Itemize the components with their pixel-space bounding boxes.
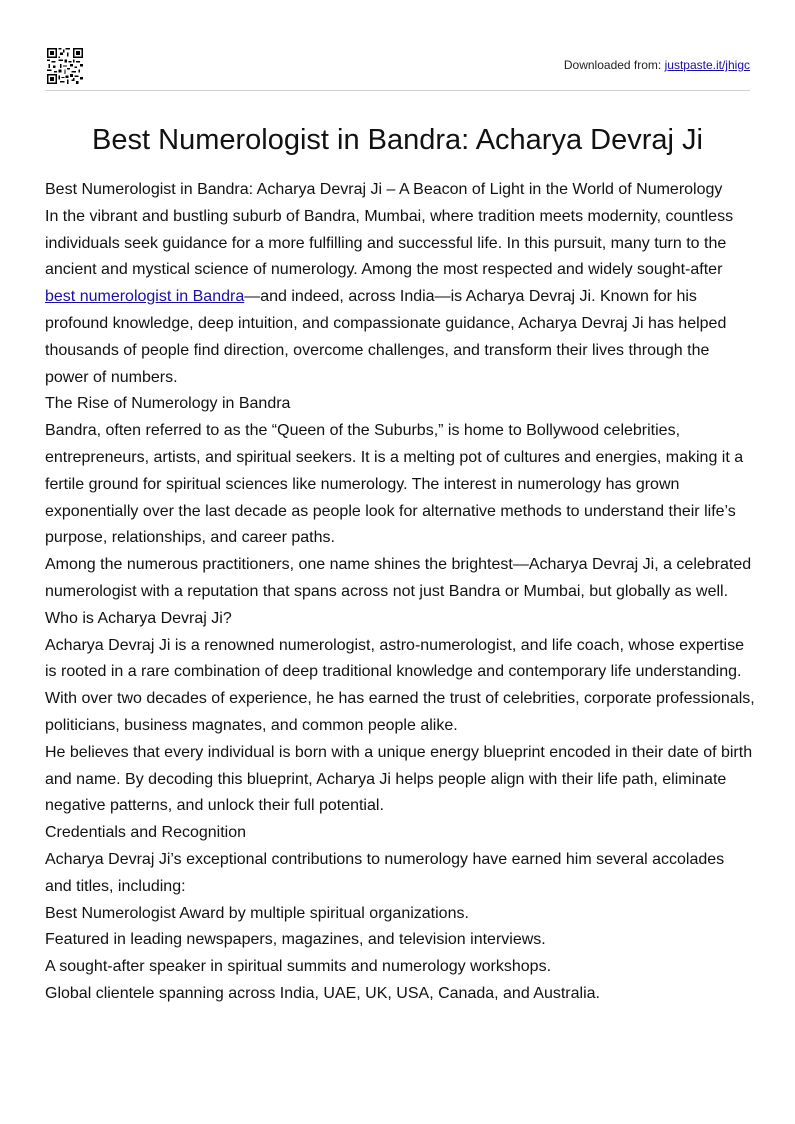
- list-item: Global clientele spanning across India, UAE, UK, USA, Canada, and Australia.: [45, 984, 600, 1002]
- source-link[interactable]: justpaste.it/jhigc: [664, 58, 750, 72]
- paragraph-intro-text-2: —and indeed, across India—is Acharya Devraj Ji. Known for his profound knowledge, deep intuition, and compassionate guidance, Acharya Devraj Ji has helped thousands of people find direction, overcome challenges, and transform their lives through the power of numbers.: [45, 288, 727, 386]
- list-item: Best Numerologist Award by multiple spiritual organizations.: [45, 904, 469, 922]
- section-heading-who: Who is Acharya Devraj Ji?: [45, 609, 232, 627]
- source-label: Downloaded from:: [563, 58, 662, 72]
- list-item: A sought-after speaker in spiritual summits and numerology workshops.: [45, 958, 552, 976]
- article-body: [45, 177, 755, 1008]
- intro-heading: Best Numerologist in Bandra: Acharya Devraj Ji – A Beacon of Light in the World of Numerology: [45, 181, 723, 198]
- page-title: Best Numerologist in Bandra: Acharya Devraj Ji: [92, 124, 703, 156]
- numerologist-link[interactable]: best numerologist in Bandra: [45, 288, 245, 306]
- paragraph-beliefs: He believes that every individual is born with a unique energy blueprint encoded in their date of birth and name. By decoding this blueprint, Acharya Ji helps people align with their life path, eliminate negative patterns, and unlock their full potential.: [45, 743, 753, 815]
- paragraph-practitioners: Among the numerous practitioners, one name shines the brightest—Acharya Devraj Ji, a celebrated numerologist with a reputation that spans across not just Bandra or Mumbai, but globally as well.: [45, 556, 752, 600]
- paragraph-intro: [45, 204, 755, 392]
- paragraph-credentials: Acharya Devraj Ji’s exceptional contributions to numerology have earned him several accolades and titles, including:: [45, 850, 725, 895]
- qr-code-icon: [47, 48, 83, 84]
- paragraph-bandra: Bandra, often referred to as the “Queen of the Suburbs,” is home to Bollywood celebrities, entrepreneurs, artists, and spiritual seekers. It is a melting pot of cultures and energies, making it a fertile ground for spiritual sciences like numerology. The interest in numerology has grown exponentially over the last decade as people look for alternative methods to understand their life’s purpose, relationships, and career paths.: [45, 422, 744, 547]
- paragraph-about: Acharya Devraj Ji is a renowned numerologist, astro-numerologist, and life coach, whose expertise is rooted in a rare combination of deep traditional knowledge and contemporary life understanding. With over two decades of experience, he has earned the trust of celebrities, corporate professionals, politicians, business magnates, and common people alike.: [45, 636, 755, 734]
- section-heading-rise: The Rise of Numerology in Bandra: [45, 395, 291, 413]
- source-line: [564, 58, 750, 72]
- list-item: Featured in leading newspapers, magazines, and television interviews.: [45, 931, 546, 949]
- section-heading-credentials: Credentials and Recognition: [45, 824, 247, 842]
- page-header: [45, 46, 750, 91]
- paragraph-intro-text-1: In the vibrant and bustling suburb of Bandra, Mumbai, where tradition meets modernity, countless individuals seek guidance for a more fulfilling and successful life. In this pursuit, many turn to the ancient and mystical science of numerology. Among the most respected and widely sought-after: [45, 207, 734, 279]
